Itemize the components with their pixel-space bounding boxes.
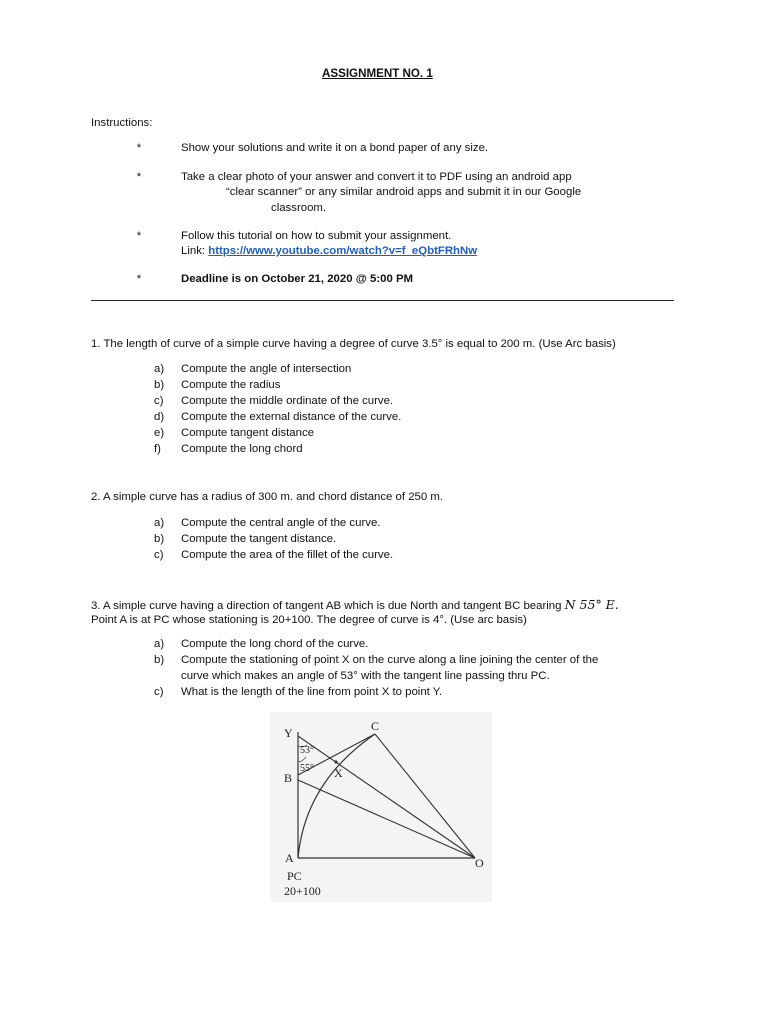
label-a: A bbox=[285, 851, 294, 865]
label-x: X bbox=[334, 766, 343, 780]
instruction-2-line-1: Take a clear photo of your answer and convert it to PDF using an android app bbox=[181, 171, 572, 183]
deadline-text: Deadline is on October 21, 2020 @ 5:00 PM bbox=[181, 273, 414, 285]
instruction-1: Show your solutions and write it on a bond paper of any size. bbox=[181, 142, 489, 154]
point-x-marker bbox=[334, 760, 337, 763]
curve-diagram bbox=[270, 712, 492, 902]
label-pc: PC bbox=[287, 869, 302, 883]
instructions-label: Instructions: bbox=[91, 117, 153, 129]
bullet-star-icon: * bbox=[136, 273, 142, 285]
question-3-line-2: Point A is at PC whose stationing is 20+100. The degree of curve is 4°. (Use arc basis) bbox=[91, 614, 527, 626]
label-y: Y bbox=[284, 726, 293, 740]
tutorial-link[interactable]: https://www.youtube.com/watch?v=f_eQbtFRhNw bbox=[208, 245, 478, 257]
link-label: Link: bbox=[181, 245, 206, 257]
label-angle-53: 53° bbox=[300, 745, 314, 756]
question-3-line-1: 3. A simple curve having a direction of tangent AB which is due North and tangent BC bearing N 55° E. bbox=[91, 597, 619, 612]
figure-background bbox=[270, 712, 492, 902]
label-c: C bbox=[371, 719, 380, 733]
label-o: O bbox=[475, 856, 484, 870]
label-angle-55: 55° bbox=[300, 763, 314, 774]
link-line bbox=[181, 245, 477, 257]
page-title: ASSIGNMENT NO. 1 bbox=[322, 67, 433, 80]
question-1-text: 1. The length of curve of a simple curve having a degree of curve 3.5° is equal to 200 m. (Use Arc basis) bbox=[91, 338, 616, 350]
instruction-2-line-3: classroom. bbox=[271, 202, 327, 214]
label-b: B bbox=[284, 771, 293, 785]
label-station: 20+100 bbox=[284, 884, 321, 898]
list-item-continuation: curve which makes an angle of 53° with the tangent line passing thru PC. bbox=[181, 670, 550, 682]
bearing-value: N 55° E. bbox=[564, 597, 619, 612]
instruction-2-line-2: “clear scanner” or any similar android apps and submit it in our Google bbox=[226, 186, 582, 198]
bullet-star-icon: * bbox=[136, 142, 142, 154]
instruction-3: Follow this tutorial on how to submit your assignment. bbox=[181, 230, 452, 242]
bullet-star-icon: * bbox=[136, 230, 142, 242]
bullet-star-icon: * bbox=[136, 171, 142, 183]
question-2-text: 2. A simple curve has a radius of 300 m. and chord distance of 250 m. bbox=[91, 491, 444, 503]
divider bbox=[91, 300, 674, 301]
